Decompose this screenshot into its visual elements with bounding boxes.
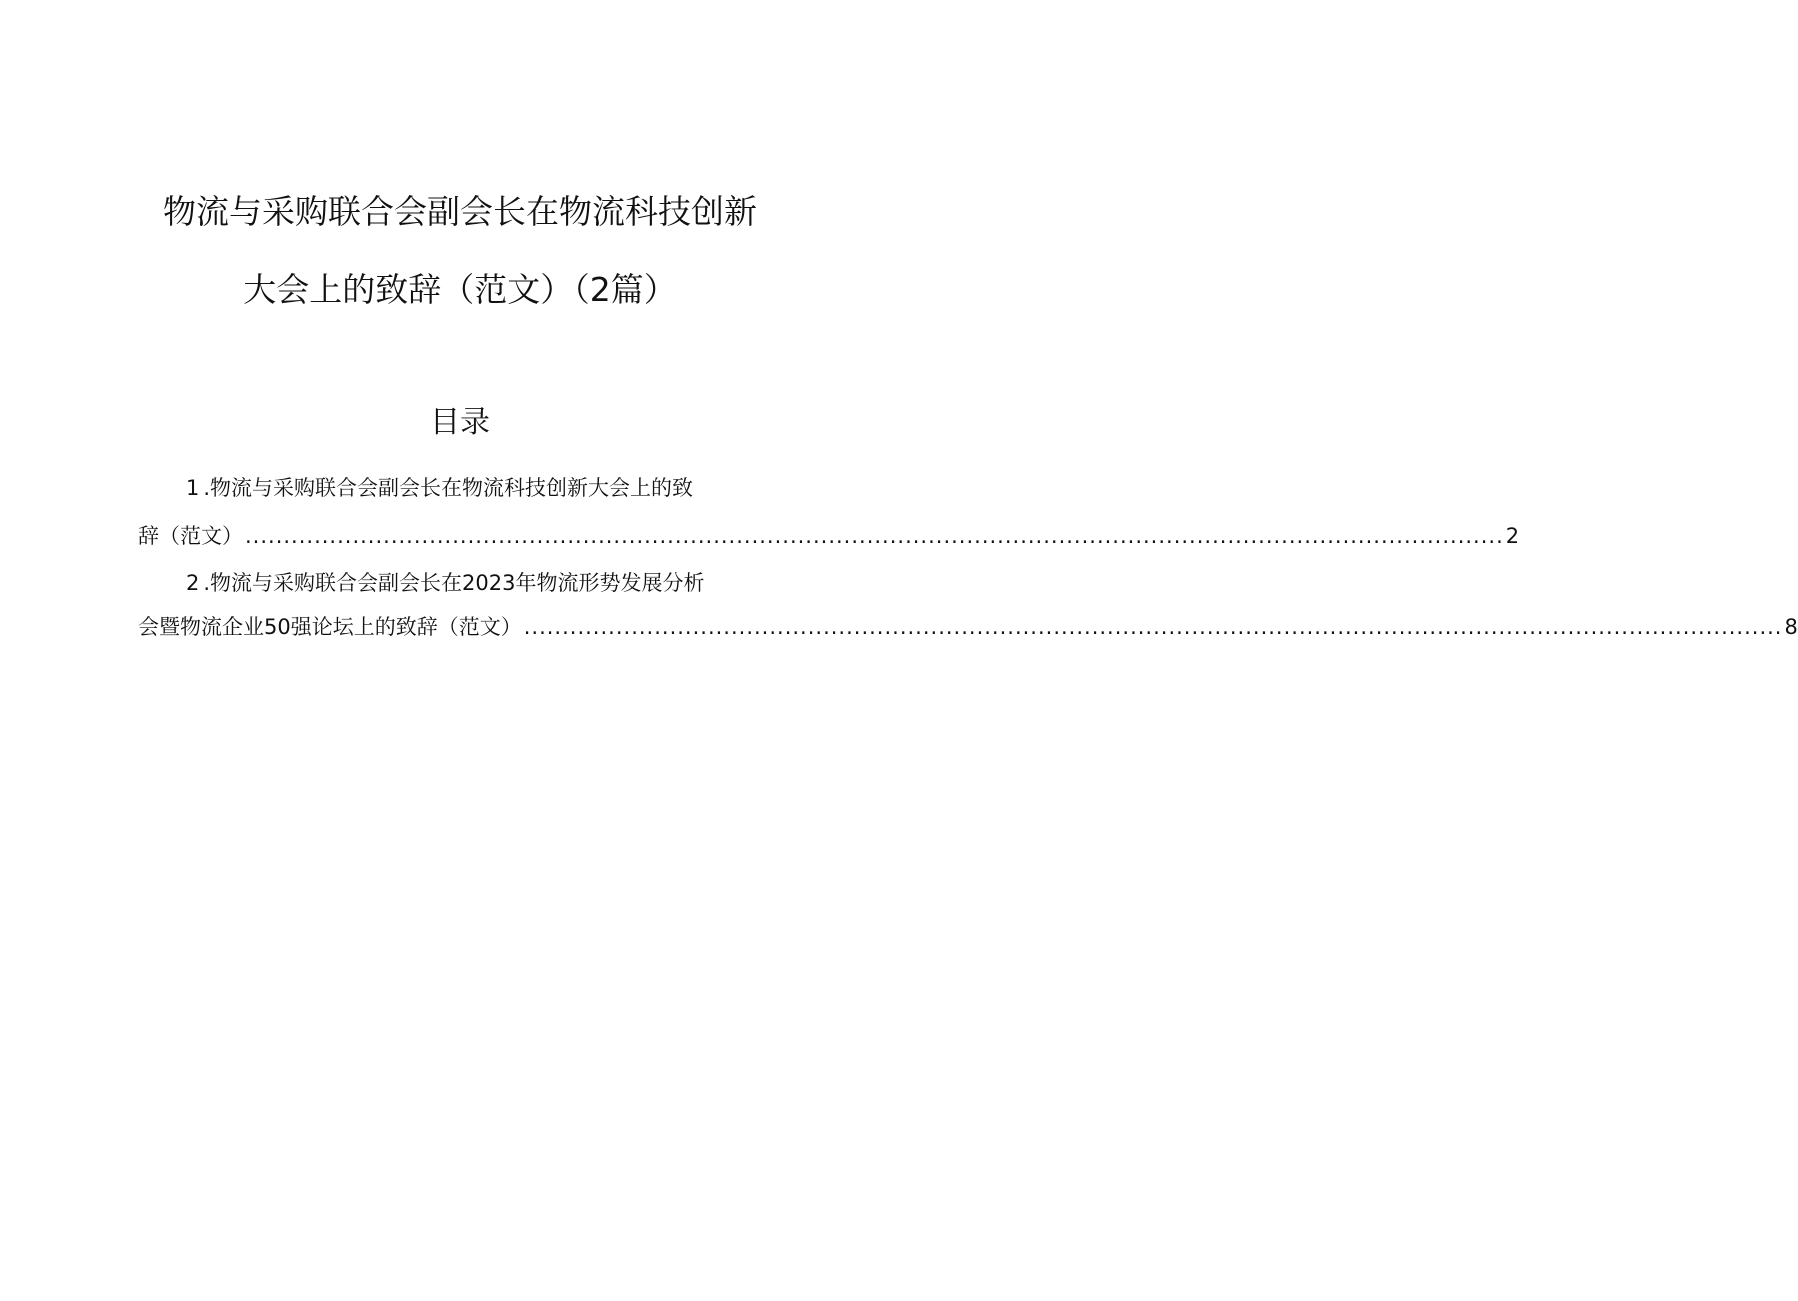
toc-entry-2-line-1[interactable] xyxy=(186,567,705,599)
toc-entry-1-title: .物流与采购联合会副会长在物流科技创新大会上的致 xyxy=(203,476,694,500)
toc-entry-2-line-2[interactable] xyxy=(138,611,1798,643)
toc-entry-1-line-2[interactable] xyxy=(138,520,1520,552)
toc-entry-1-line-1[interactable] xyxy=(186,472,693,504)
toc-entry-2-title-cont: 会暨物流企业50强论坛上的致辞（范文） xyxy=(138,615,522,639)
toc-entry-1-page: 2 xyxy=(1505,524,1520,548)
toc-heading: 目录 xyxy=(430,405,490,440)
toc-entry-2-page: 8 xyxy=(1784,615,1798,639)
toc-entry-2-title: .物流与采购联合会副会长在2023年物流形势发展分析 xyxy=(203,571,705,595)
toc-entry-2-number: 2 xyxy=(186,571,204,595)
toc-entry-1-leader: .................................................................................................................................................................... xyxy=(245,524,1504,548)
toc-entry-2-leader: .................................................................................................................................................................... xyxy=(523,615,1783,639)
toc-entry-1-title-cont: 辞（范文） xyxy=(138,524,243,548)
document-title-line-1: 物流与采购联合会副会长在物流科技创新 xyxy=(163,192,757,231)
toc-entry-1-number: 1 xyxy=(186,476,204,500)
document-title-line-2: 大会上的致辞（范文）（2篇） xyxy=(243,270,677,309)
